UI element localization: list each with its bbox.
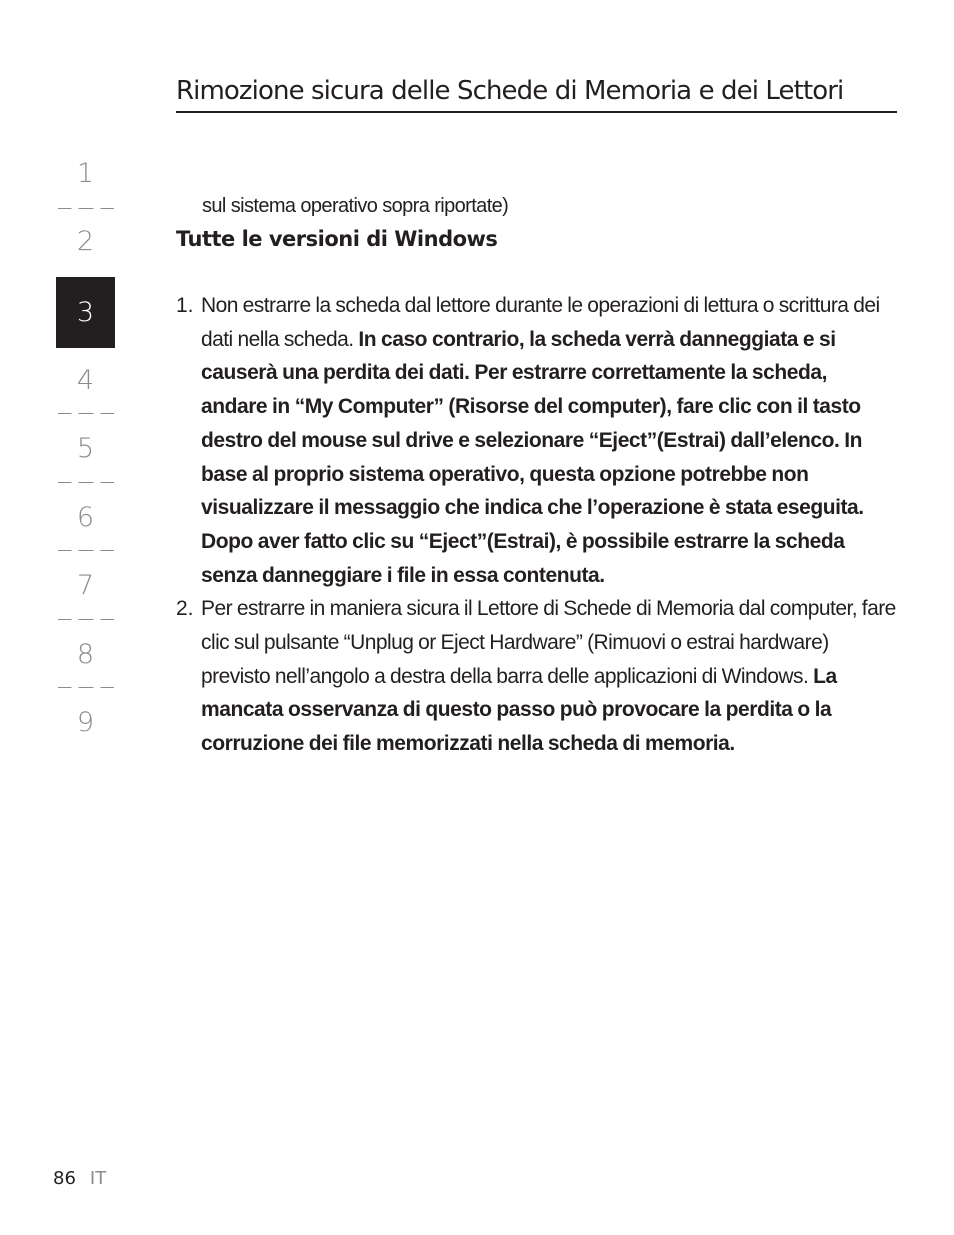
chapter-nav-item-6[interactable]: 6 bbox=[76, 502, 95, 533]
chapter-nav-divider bbox=[58, 619, 114, 620]
chapter-nav-item-3-active[interactable]: 3 bbox=[56, 277, 115, 348]
instruction-bold-text: In caso contrario, la scheda verrà danneggiata e si causerà una perdita dei dati. Per estrarre correttamente la scheda, andare in “My Computer” (Risorse del computer), fare clic con il tasto destro del mouse sul drive e selezionare “Eject”(Estrai) dall’elenco. In base al proprio sistema operativo, questa opzione potrebbe non visualizzare il messaggio che indica che l’operazione è stata eseguita. Dopo aver fatto clic su “Eject”(Estrai), è possibile estrarre la scheda senza danneggiare i file in essa contenuta. bbox=[201, 327, 864, 587]
page-footer bbox=[53, 1168, 106, 1189]
page-title: Rimozione sicura delle Schede di Memoria e dei Lettori bbox=[176, 76, 844, 106]
instruction-bold-text: La mancata osservanza di questo passo può provocare la perdita o la corruzione dei file memorizzati nella scheda di memoria. bbox=[201, 664, 837, 756]
instruction-text bbox=[201, 289, 896, 592]
chapter-nav-item-1[interactable]: 1 bbox=[76, 158, 95, 189]
instruction-item-2 bbox=[176, 592, 896, 761]
chapter-nav-divider bbox=[58, 208, 114, 209]
chapter-nav-item-7[interactable]: 7 bbox=[76, 570, 95, 601]
instruction-number: 2. bbox=[176, 597, 194, 621]
chapter-nav-item-4[interactable]: 4 bbox=[76, 365, 95, 396]
section-heading: Tutte le versioni di Windows bbox=[176, 227, 498, 251]
instruction-list bbox=[176, 289, 896, 761]
language-code: IT bbox=[89, 1168, 107, 1189]
chapter-nav-divider bbox=[58, 413, 114, 414]
page-number: 86 bbox=[53, 1168, 76, 1189]
title-rule bbox=[176, 111, 897, 113]
instruction-text bbox=[201, 592, 896, 761]
chapter-nav-divider bbox=[58, 482, 114, 483]
chapter-nav-divider bbox=[58, 687, 114, 688]
instruction-normal-text: Per estrarre in maniera sicura il Lettore di Schede di Memoria dal computer, fare clic sul pulsante “Unplug or Eject Hardware” (Rimuovi o estrai hardware) previsto nell’angolo a destra della barra delle applicazioni di Windows. bbox=[201, 597, 896, 688]
instruction-number: 1. bbox=[176, 294, 194, 317]
instruction-item-1 bbox=[176, 289, 896, 592]
chapter-nav-divider bbox=[58, 550, 114, 551]
instruction-normal-text: Non estrarre la scheda dal lettore durante le operazioni di lettura o scrittura dei dati nella scheda. bbox=[201, 294, 880, 351]
chapter-nav-item-9[interactable]: 9 bbox=[76, 707, 95, 738]
chapter-nav-item-8[interactable]: 8 bbox=[76, 639, 95, 670]
continuation-note: sul sistema operativo sopra riportate) bbox=[202, 195, 509, 217]
chapter-nav-item-2[interactable]: 2 bbox=[76, 226, 95, 257]
chapter-nav-item-5[interactable]: 5 bbox=[76, 433, 95, 464]
